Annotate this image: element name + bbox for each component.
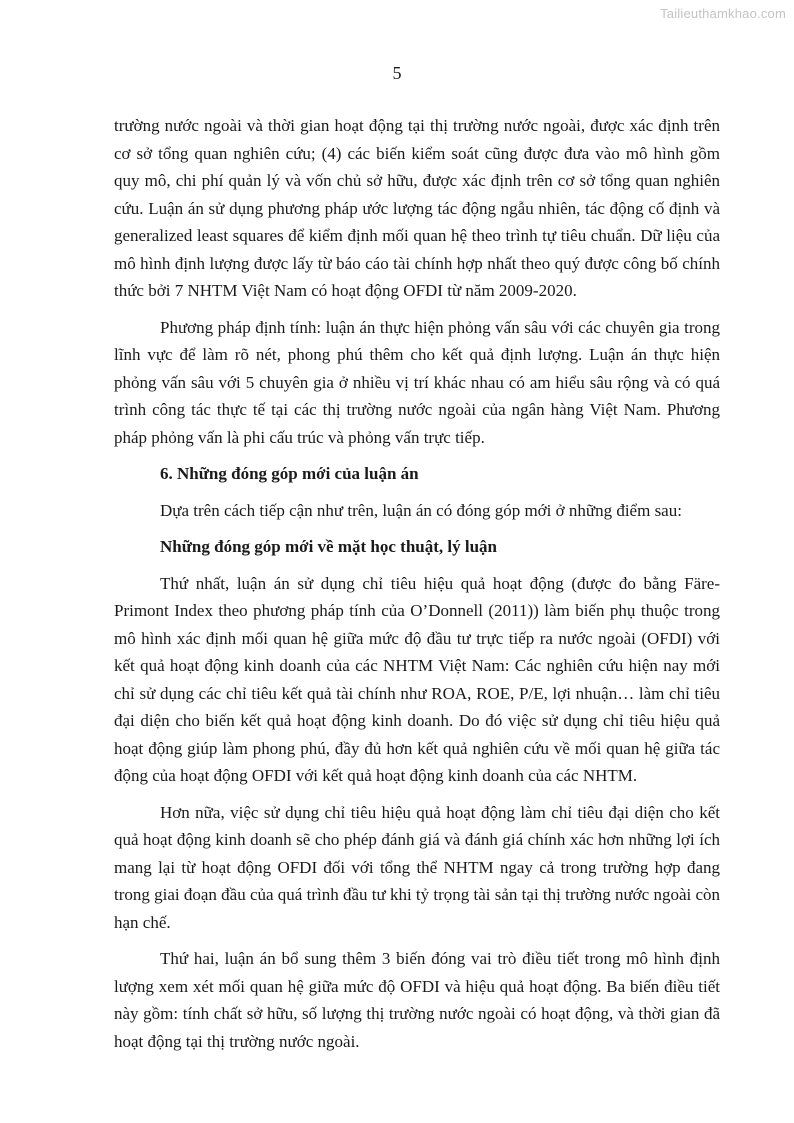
paragraph-methodology-continued: trường nước ngoài và thời gian hoạt động tại thị trường nước ngoài, được xác định trên cơ sở tổng quan nghiên cứu; (4) các biến kiểm soát cũng được đưa vào mô hình gồm quy mô, chi phí quản lý và vốn chủ sở hữu, được xác định trên cơ sở tổng quan nghiên cứu. Luận án sử dụng phương pháp ước lượng tác động ngẫu nhiên, tác động cố định và generalized least squares để kiểm định mối quan hệ theo trình tự tiêu chuẩn. Dữ liệu của mô hình định lượng được lấy từ báo cáo tài chính hợp nhất theo quý được công bố chính thức bởi 7 NHTM Việt Nam có hoạt động OFDI từ năm 2009-2020. — [114, 116, 720, 300]
page-number: 5 — [392, 63, 402, 83]
paragraph-furthermore: Hơn nữa, việc sử dụng chỉ tiêu hiệu quả hoạt động làm chỉ tiêu đại diện cho kết quả hoạt động kinh doanh sẽ cho phép đánh giá và đánh giá chính xác hơn những lợi ích mang lại từ hoạt động OFDI đối với tổng thể NHTM ngay cả trong trường hợp đang trong giai đoạn đầu của quá trình đầu tư khi tỷ trọng tài sản tại thị trường nước ngoài còn hạn chế. — [114, 802, 721, 932]
paragraph-qualitative-method: Phương pháp định tính: luận án thực hiện phỏng vấn sâu với các chuyên gia trong lĩnh vực để làm rõ nét, phong phú thêm cho kết quả định lượng. Luận án thực hiện phỏng vấn sâu với 5 chuyên gia ở nhiều vị trí khác nhau có am hiểu sâu rộng và có quá trình công tác thực tế tại các thị trường nước ngoài của ngân hàng Việt Nam. Phương pháp phỏng vấn là phi cấu trúc và phỏng vấn trực tiếp. — [114, 317, 720, 447]
section-heading-contributions: 6. Những đóng góp mới của luận án — [160, 464, 419, 483]
document-body — [114, 112, 720, 1064]
watermark-text: Tailieuthamkhao.com — [660, 6, 786, 21]
paragraph-second-contribution: Thứ hai, luận án bổ sung thêm 3 biến đóng vai trò điều tiết trong mô hình định lượng xem xét mối quan hệ giữa mức độ OFDI và hiệu quả hoạt động. Ba biến điều tiết này gồm: tính chất sở hữu, số lượng thị trường nước ngoài có hoạt động, và thời gian đã hoạt động tại thị trường nước ngoài. — [114, 949, 720, 1051]
subsection-heading-academic: Những đóng góp mới về mặt học thuật, lý luận — [160, 537, 498, 556]
paragraph-first-contribution: Thứ nhất, luận án sử dụng chỉ tiêu hiệu quả hoạt động (được đo bằng Färe-Primont Index theo phương pháp tính của O’Donnell (2011)) làm biến phụ thuộc trong mô hình xác định mối quan hệ giữa mức độ đầu tư trực tiếp ra nước ngoài (OFDI) với kết quả hoạt động kinh doanh của các NHTM Việt Nam: Các nghiên cứu hiện nay mới chỉ sử dụng các chỉ tiêu kết quả tài chính như ROA, ROE, P/E, lợi nhuận… làm chỉ tiêu đại diện cho biến kết quả hoạt động kinh doanh. Do đó việc sử dụng chỉ tiêu hiệu quả hoạt động giúp làm phong phú, đầy đủ hơn kết quả nghiên cứu về mối quan hệ giữa tác động của hoạt động OFDI với kết quả hoạt động kinh doanh của các NHTM. — [114, 573, 720, 785]
paragraph-contributions-intro: Dựa trên cách tiếp cận như trên, luận án có đóng góp mới ở những điểm sau: — [160, 500, 682, 520]
